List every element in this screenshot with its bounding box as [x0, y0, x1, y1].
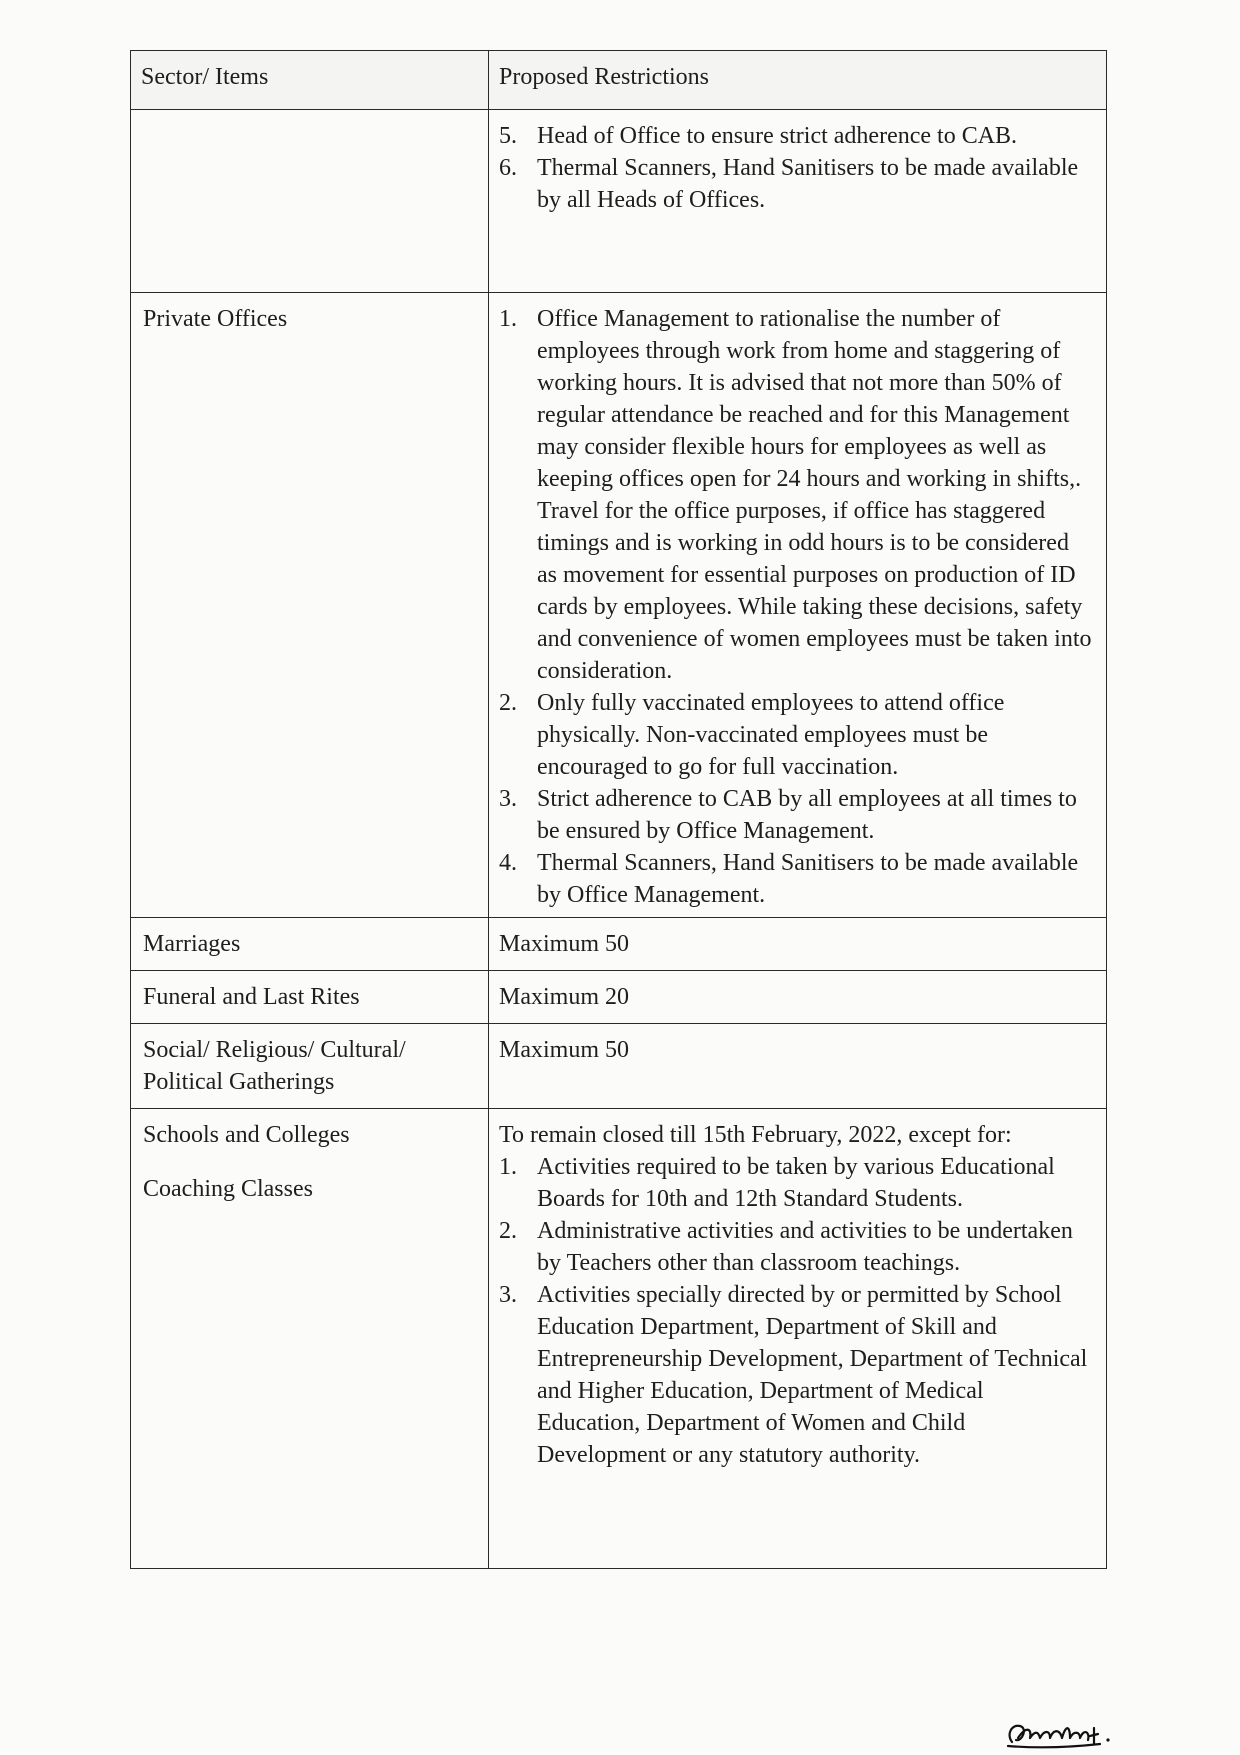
item-number: 3. — [499, 1282, 517, 1308]
item-text: Thermal Scanners, Hand Sanitisers to be made available by all Heads of Offices. — [537, 155, 1079, 213]
item-number: 3. — [499, 786, 517, 812]
list-item — [499, 847, 1092, 911]
list-item — [499, 303, 1092, 687]
item-text: Office Management to rationalise the number of employees through work from home and staggering of working hours. It is advised that not more than 50% of regular attendance be reached and for this Management may consider flexible hours for employees as well as keeping offices open for 24 hours and working in shifts,. Travel for the office purposes, if office has staggered timings and is working in odd hours is to be considered as movement for essential purposes on production of ID cards by employees. While taking these decisions, safety and convenience of women employees must be taken into consideration. — [537, 306, 1092, 684]
restriction-intro: To remain closed till 15th February, 2022, except for: — [499, 1122, 1012, 1148]
restrictions-table — [130, 50, 1107, 1569]
item-number: 2. — [499, 1218, 517, 1244]
table-row — [131, 918, 1107, 971]
table-row — [131, 971, 1107, 1024]
sector-cell: Funeral and Last Rites — [131, 971, 489, 1024]
sector-label-secondary: Coaching Classes — [143, 1176, 313, 1202]
item-text: Administrative activities and activities to be undertaken by Teachers other than classroom teachings. — [537, 1218, 1073, 1276]
signature-image — [1004, 1718, 1114, 1754]
sector-cell: Marriages — [131, 918, 489, 971]
table-header-row — [131, 51, 1107, 110]
restriction-list — [499, 1151, 1092, 1471]
list-item — [499, 783, 1092, 847]
restriction-cell: Maximum 20 — [489, 971, 1107, 1024]
sector-cell: Private Offices — [131, 293, 489, 918]
table-row — [131, 1109, 1107, 1569]
sector-label: Schools and Colleges — [143, 1122, 350, 1148]
restriction-cell: Maximum 50 — [489, 1024, 1107, 1109]
table-row — [131, 110, 1107, 293]
list-item — [499, 1151, 1092, 1215]
item-text: Only fully vaccinated employees to attend office physically. Non-vaccinated employees must be encouraged to go for full vaccination. — [537, 690, 1005, 780]
restriction-list — [499, 303, 1092, 911]
header-sector: Sector/ Items — [131, 51, 489, 110]
restriction-cell — [489, 1109, 1107, 1569]
item-number: 4. — [499, 850, 517, 876]
table-row — [131, 1024, 1107, 1109]
restriction-cell — [489, 293, 1107, 918]
item-number: 5. — [499, 123, 517, 149]
list-item — [499, 687, 1092, 783]
item-text: Activities required to be taken by various Educational Boards for 10th and 12th Standard Students. — [537, 1154, 1055, 1212]
item-text: Strict adherence to CAB by all employees at all times to be ensured by Office Management. — [537, 786, 1077, 844]
item-number: 1. — [499, 306, 517, 332]
item-number: 2. — [499, 690, 517, 716]
table-row — [131, 293, 1107, 918]
item-text: Thermal Scanners, Hand Sanitisers to be made available by Office Management. — [537, 850, 1079, 908]
list-item — [499, 120, 1092, 152]
restriction-cell — [489, 110, 1107, 293]
list-item — [499, 1279, 1092, 1471]
list-item — [499, 152, 1092, 216]
restriction-cell: Maximum 50 — [489, 918, 1107, 971]
item-text: Activities specially directed by or permitted by School Education Department, Department of Skill and Entrepreneurship Development, Department of Technical and Higher Education, Department of Medical Education, Department of Women and Child Development or any statutory authority. — [537, 1282, 1088, 1468]
sector-cell — [131, 1109, 489, 1569]
item-number: 6. — [499, 155, 517, 181]
list-item — [499, 1215, 1092, 1279]
sector-cell: Social/ Religious/ Cultural/ Political Gatherings — [131, 1024, 489, 1109]
header-restrictions: Proposed Restrictions — [489, 51, 1107, 110]
sector-cell — [131, 110, 489, 293]
item-text: Head of Office to ensure strict adherence to CAB. — [537, 123, 1018, 149]
item-number: 1. — [499, 1154, 517, 1180]
restriction-list — [499, 120, 1092, 216]
